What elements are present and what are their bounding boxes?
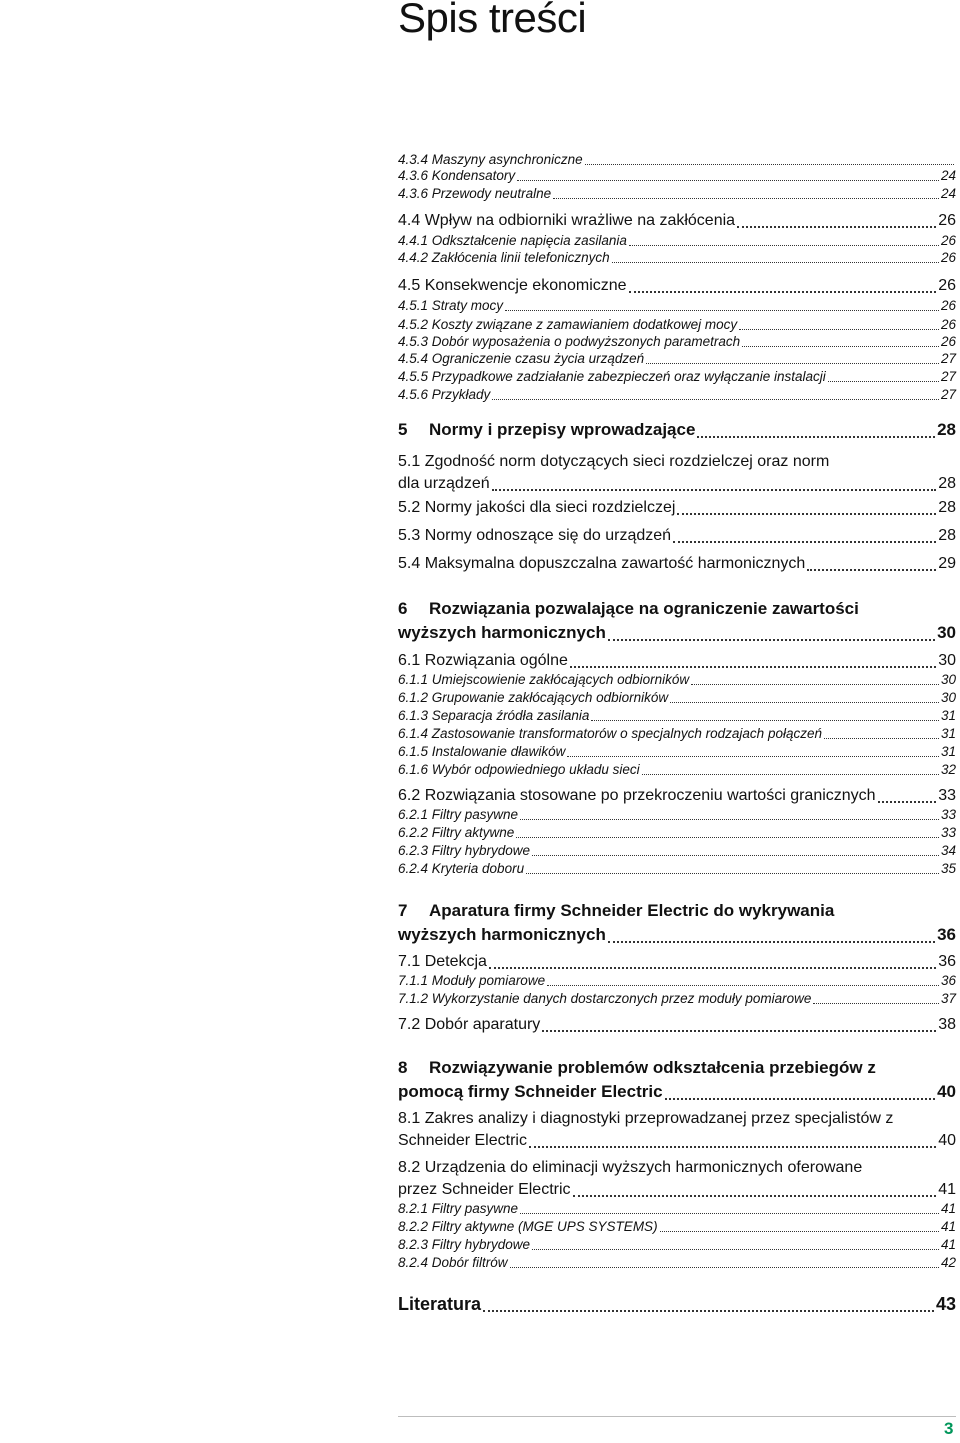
toc-entry-label: 8.2.4 Dobór filtrów	[398, 1255, 508, 1270]
toc-entry-page: 26	[938, 277, 956, 294]
toc-entry-page: 41	[940, 1201, 956, 1216]
dot-leader	[517, 180, 939, 181]
toc-entry-page: 26	[938, 212, 956, 229]
dot-leader	[520, 1213, 939, 1214]
toc-entry-label: 8.2.2 Filtry aktywne (MGE UPS SYSTEMS)	[398, 1219, 658, 1234]
toc-entry-page: 33	[940, 825, 956, 840]
toc-entry-page: 40	[937, 1082, 956, 1101]
toc-entry-label-continued: dla urządzeń	[398, 475, 490, 492]
toc-entry[interactable]	[398, 860, 956, 878]
dot-leader	[660, 1231, 939, 1232]
toc-entry-page: 26	[940, 250, 956, 265]
toc-entry-page: 40	[938, 1132, 956, 1149]
toc-entry-page: 27	[940, 369, 956, 384]
toc-entry-label: 4.3.4 Maszyny asynchroniczne	[398, 152, 583, 167]
toc-entry[interactable]	[398, 1200, 956, 1218]
dot-leader	[492, 399, 939, 400]
toc-entry[interactable]	[398, 185, 956, 203]
toc-entry-label: 4.5.4 Ograniczenie czasu życia urządzeń	[398, 351, 645, 366]
toc-entry-label: 8.1 Zakres analizy i diagnostyki przeprowadzanej przez specjalistów z	[398, 1110, 894, 1127]
toc-entry-label: 4.3.6 Kondensatory	[398, 168, 516, 183]
dot-leader	[489, 967, 936, 969]
dot-leader	[629, 245, 939, 246]
dot-leader	[591, 720, 939, 721]
dot-leader	[824, 738, 939, 739]
dot-leader	[665, 1098, 936, 1100]
dot-leader	[532, 1249, 939, 1250]
toc-entry-label: 6.2.4 Kryteria doboru	[398, 861, 525, 876]
toc-section-heading[interactable]	[398, 418, 956, 442]
toc-entry-label: 6.1.6 Wybór odpowiedniego układu sieci	[398, 762, 640, 777]
toc-entry[interactable]	[398, 1254, 956, 1272]
dot-leader	[567, 756, 939, 757]
toc-entry-label: 5.1 Zgodność norm dotyczących sieci rozdzielczej oraz norm	[398, 453, 830, 470]
toc-entry-label-continued: pomocą firmy Schneider Electric	[398, 1082, 663, 1101]
toc-entry-page: 42	[940, 1255, 956, 1270]
toc-entry-page: 33	[938, 787, 956, 804]
toc-entry-page: 31	[940, 708, 956, 723]
dot-leader	[492, 489, 937, 491]
dot-leader	[547, 985, 939, 986]
toc-entry-label: 6.1.2 Grupowanie zakłócających odbiorników	[398, 690, 669, 705]
toc-entry-page: 26	[940, 317, 956, 332]
toc-entry-label: 4.5.3 Dobór wyposażenia o podwyższonych parametrach	[398, 334, 741, 349]
toc-section-number: 6	[398, 599, 408, 618]
toc-entry-label: 4.5.2 Koszty związane z zamawianiem dodatkowej mocy	[398, 317, 738, 332]
dot-leader	[691, 684, 939, 685]
dot-leader	[612, 262, 939, 263]
toc-section-heading[interactable]	[398, 1056, 956, 1104]
toc-entry-page: 35	[940, 861, 956, 876]
toc-entry-label: 6.2.3 Filtry hybrydowe	[398, 843, 531, 858]
toc-entry-page: 36	[938, 953, 956, 970]
dot-leader	[542, 1030, 936, 1032]
toc-entry[interactable]	[398, 725, 956, 743]
toc-entry-label: 4.4 Wpływ na odbiorniki wrażliwe na zakłócenia	[398, 212, 736, 229]
toc-entry-page: 28	[938, 499, 956, 516]
toc-entry-page: 26	[940, 334, 956, 349]
page-title: Spis treści	[398, 0, 587, 41]
dot-leader	[670, 702, 939, 703]
dot-leader	[516, 837, 939, 838]
toc-entry[interactable]	[398, 210, 956, 232]
toc-entry-label: 5.3 Normy odnoszące się do urządzeń	[398, 527, 672, 544]
toc-entry-label: 5.2 Normy jakości dla sieci rozdzielczej	[398, 499, 676, 516]
toc-section-title: Rozwiązania pozwalające na ograniczenie zawartości	[429, 599, 859, 618]
toc-entry-page: 28	[938, 527, 956, 544]
toc-entry-label	[398, 899, 956, 923]
toc-entry-page: 30	[940, 690, 956, 705]
toc-entry-label: 5.4 Maksymalna dopuszczalna zawartość harmonicznych	[398, 555, 806, 572]
toc-entry[interactable]	[398, 972, 956, 990]
toc-entry-label: 8.2.1 Filtry pasywne	[398, 1201, 519, 1216]
page-number: 3	[944, 1419, 954, 1438]
toc-entry-page: 36	[937, 925, 956, 944]
toc-entry-page: 41	[940, 1237, 956, 1252]
toc-entry[interactable]	[398, 451, 956, 495]
toc-entry-page: 31	[940, 744, 956, 759]
toc-entry[interactable]	[398, 1108, 956, 1152]
toc-entry[interactable]	[398, 1157, 956, 1201]
toc-entry-label: 7.1.2 Wykorzystanie danych dostarczonych przez moduły pomiarowe	[398, 991, 812, 1006]
toc-entry-label: 4.4.1 Odkształcenie napięcia zasilania	[398, 233, 627, 248]
toc-entry-page: 27	[940, 387, 956, 402]
toc-entry[interactable]	[398, 990, 956, 1008]
toc-entry[interactable]	[398, 386, 956, 404]
toc-entry-label: 6.1.4 Zastosowanie transformatorów o specjalnych rodzajach połączeń	[398, 726, 822, 741]
toc-section-heading[interactable]	[398, 1292, 956, 1316]
dot-leader	[813, 1003, 939, 1004]
toc-entry[interactable]	[398, 1218, 956, 1236]
toc-entry-label	[398, 418, 695, 442]
footer-divider	[398, 1416, 956, 1417]
toc-entry-label	[398, 597, 956, 621]
toc-entry-label: 7.2 Dobór aparatury	[398, 1016, 541, 1033]
dot-leader	[608, 941, 935, 943]
dot-leader	[532, 855, 939, 856]
toc-entry[interactable]	[398, 553, 956, 575]
toc-entry-page: 34	[940, 843, 956, 858]
toc-entry-label-continued: przez Schneider Electric	[398, 1181, 571, 1198]
toc-entry-label: 6.1 Rozwiązania ogólne	[398, 652, 568, 669]
toc-entry-page: 31	[940, 726, 956, 741]
toc-entry-label: 6.2.1 Filtry pasywne	[398, 807, 519, 822]
dot-leader	[737, 226, 936, 228]
toc-entry[interactable]	[398, 249, 956, 267]
toc-entry[interactable]	[398, 806, 956, 824]
dot-leader	[483, 1310, 934, 1312]
toc-entry[interactable]	[398, 275, 956, 297]
toc-entry[interactable]	[398, 497, 956, 519]
toc-entry[interactable]	[398, 232, 956, 250]
toc-entry-label	[398, 1056, 956, 1080]
toc-entry-page: 27	[940, 351, 956, 366]
dot-leader	[828, 381, 939, 382]
dot-leader	[529, 1146, 936, 1148]
dot-leader	[570, 666, 936, 668]
dot-leader	[510, 1267, 939, 1268]
toc-entry-page: 24	[940, 168, 956, 183]
toc-entry-page: 24	[940, 186, 956, 201]
toc-entry-label: 6.2 Rozwiązania stosowane po przekroczeniu wartości granicznych	[398, 787, 876, 804]
toc-entry[interactable]	[398, 368, 956, 386]
dot-leader	[677, 513, 936, 515]
toc-entry[interactable]	[398, 350, 956, 368]
toc-entry-page: 29	[938, 555, 956, 572]
toc-entry-page: 41	[938, 1181, 956, 1198]
toc-entry-label: 6.1.5 Instalowanie dławików	[398, 744, 566, 759]
dot-leader	[673, 541, 936, 543]
dot-leader	[642, 774, 939, 775]
toc-entry-label-continued: wyższych harmonicznych	[398, 925, 606, 944]
toc-entry-label: 8.2.3 Filtry hybrydowe	[398, 1237, 531, 1252]
toc-entry-label: 4.5 Konsekwencje ekonomiczne	[398, 277, 627, 294]
toc-entry-page: 30	[940, 672, 956, 687]
toc-entry-page: 37	[940, 991, 956, 1006]
toc-entry-page: 43	[935, 1294, 956, 1314]
dot-leader	[585, 164, 954, 165]
toc-entry-label: 4.5.5 Przypadkowe zadziałanie zabezpieczeń oraz wyłączanie instalacji	[398, 369, 826, 384]
toc-entry-label: 6.2.2 Filtry aktywne	[398, 825, 515, 840]
toc-entry-label: Literatura	[398, 1294, 482, 1314]
toc-entry-label: 4.5.6 Przykłady	[398, 387, 491, 402]
dot-leader	[807, 569, 936, 571]
toc-entry-page: 28	[937, 420, 956, 439]
dot-leader	[553, 198, 939, 199]
toc-entry[interactable]	[398, 761, 956, 779]
toc-entry-page: 36	[940, 973, 956, 988]
dot-leader	[878, 801, 937, 803]
dot-leader	[646, 363, 939, 364]
toc-entry[interactable]	[398, 671, 956, 689]
dot-leader	[608, 639, 935, 641]
dot-leader	[526, 873, 939, 874]
toc-entry[interactable]	[398, 297, 956, 315]
dot-leader	[573, 1195, 937, 1197]
toc-entry-label: 7.1 Detekcja	[398, 953, 487, 970]
toc-section-title: Aparatura firmy Schneider Electric do wykrywania	[429, 901, 835, 920]
toc-entry-label: 8.2 Urządzenia do eliminacji wyższych harmonicznych oferowane	[398, 1159, 863, 1176]
toc-section-number: 7	[398, 901, 408, 920]
toc-entry-label: 4.4.2 Zakłócenia linii telefonicznych	[398, 250, 610, 265]
toc-entry[interactable]	[398, 167, 956, 185]
toc-entry-page: 41	[940, 1219, 956, 1234]
toc-entry-page: 38	[938, 1016, 956, 1033]
toc-entry[interactable]	[398, 824, 956, 842]
toc-entry[interactable]	[398, 743, 956, 761]
toc-entry[interactable]	[398, 785, 956, 807]
toc-entry-page: 33	[940, 807, 956, 822]
toc-entry-page: 28	[938, 475, 956, 492]
toc-entry-label: 6.1.1 Umiejscowienie zakłócających odbiorników	[398, 672, 690, 687]
toc-entry-page: 32	[940, 762, 956, 777]
toc-entry-label-continued: Schneider Electric	[398, 1132, 527, 1149]
toc-entry[interactable]	[398, 316, 956, 334]
toc-entry[interactable]	[398, 842, 956, 860]
toc-entry-label: 6.1.3 Separacja źródła zasilania	[398, 708, 590, 723]
dot-leader	[697, 436, 935, 438]
toc-entry-page: 26	[940, 233, 956, 248]
toc-section-heading[interactable]	[398, 597, 956, 645]
toc-entry[interactable]	[398, 951, 956, 973]
toc-entry-label-continued: wyższych harmonicznych	[398, 623, 606, 642]
toc-entry[interactable]	[398, 1236, 956, 1254]
toc-section-title: Rozwiązywanie problemów odkształcenia przebiegów z	[429, 1058, 876, 1077]
toc-entry-label: 4.3.6 Przewody neutralne	[398, 186, 552, 201]
toc-section-number: 5	[398, 420, 408, 439]
toc-entry[interactable]	[398, 1014, 956, 1036]
toc-entry-label: 7.1.1 Moduły pomiarowe	[398, 973, 546, 988]
toc-entry[interactable]	[398, 333, 956, 351]
dot-leader	[520, 819, 939, 820]
dot-leader	[739, 329, 939, 330]
toc-entry-page: 30	[938, 652, 956, 669]
toc-entry-page: 26	[940, 298, 956, 313]
toc-entry-page: 30	[937, 623, 956, 642]
toc-section-heading[interactable]	[398, 899, 956, 947]
toc-entry[interactable]	[398, 650, 956, 672]
toc-entry-label: 4.5.1 Straty mocy	[398, 298, 504, 313]
toc-entry[interactable]	[398, 707, 956, 725]
dot-leader	[742, 346, 939, 347]
toc-entry[interactable]	[398, 689, 956, 707]
toc-section-title: Normy i przepisy wprowadzające	[429, 420, 696, 439]
toc-entry[interactable]	[398, 525, 956, 547]
dot-leader	[629, 291, 937, 293]
toc-section-number: 8	[398, 1058, 408, 1077]
dot-leader	[505, 310, 939, 311]
